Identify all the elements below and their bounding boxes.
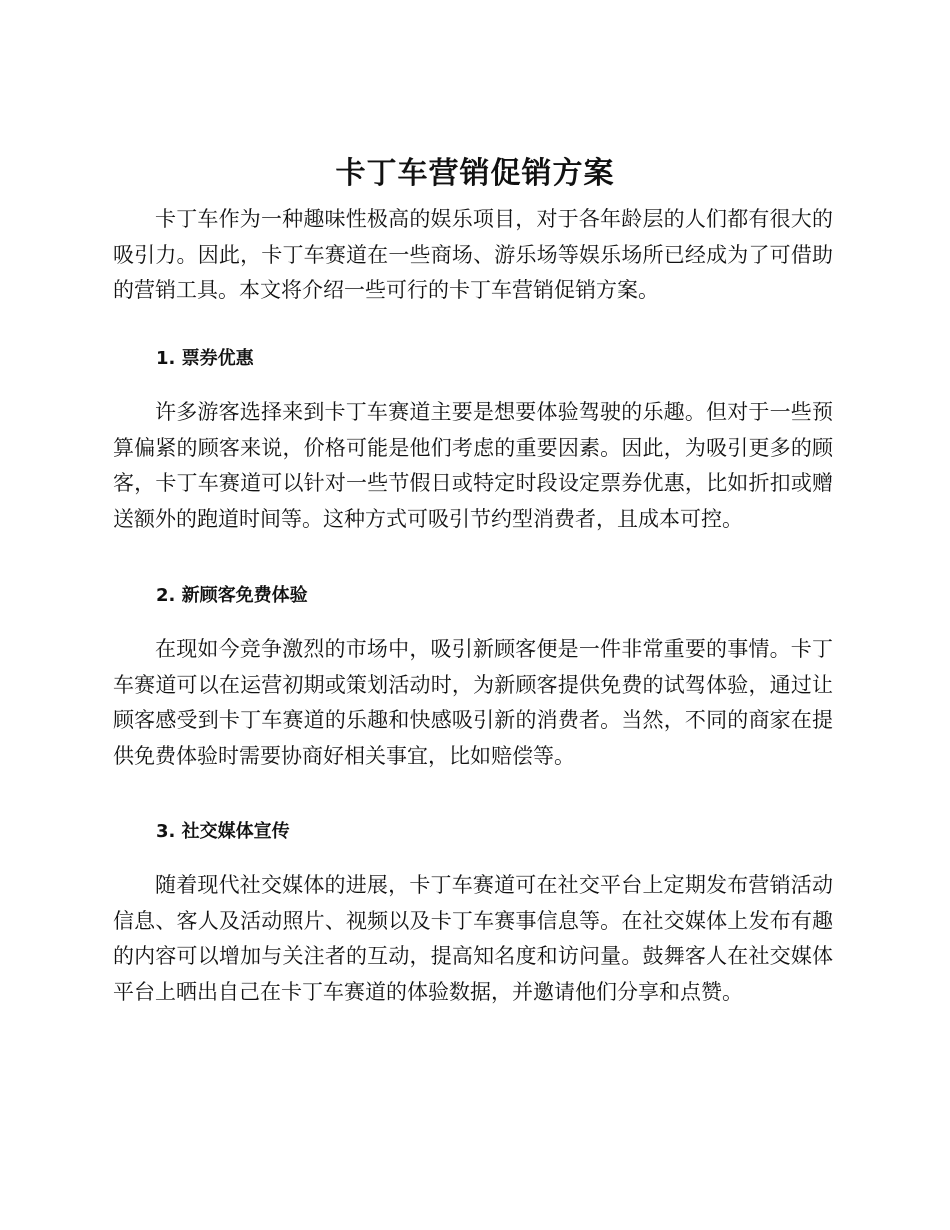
section-body-free-trial: 在现如今竞争激烈的市场中，吸引新顾客便是一件非常重要的事情。卡丁车赛道可以在运营初期或策划活动时，为新顾客提供免费的试驾体验，通过让顾客感受到卡丁车赛道的乐趣和快感吸引新的消费者。当然，不同的商家在提供免费体验时需要协商好相关事宜，比如赔偿等。 (113, 637, 833, 768)
section-body-social-media: 随着现代社交媒体的进展，卡丁车赛道可在社交平台上定期发布营销活动信息、客人及活动照片、视频以及卡丁车赛事信息等。在社交媒体上发布有趣的内容可以增加与关注者的互动，提高知名度和访问量。鼓舞客人在社交媒体平台上晒出自己在卡丁车赛道的体验数据，并邀请他们分享和点赞。 (113, 873, 833, 1004)
section-heading-ticket-discount: 1. 票券优惠 (156, 348, 254, 369)
intro-paragraph: 卡丁车作为一种趣味性极高的娱乐项目，对于各年龄层的人们都有很大的吸引力。因此，卡丁车赛道在一些商场、游乐场等娱乐场所已经成为了可借助的营销工具。本文将介绍一些可行的卡丁车营销促销方案。 (113, 207, 833, 302)
section-body-ticket-discount: 许多游客选择来到卡丁车赛道主要是想要体验驾驶的乐趣。但对于一些预算偏紧的顾客来说，价格可能是他们考虑的重要因素。因此，为吸引更多的顾客，卡丁车赛道可以针对一些节假日或特定时段设定票券优惠，比如折扣或赠送额外的跑道时间等。这种方式可吸引节约型消费者，且成本可控。 (113, 400, 833, 531)
document-title: 卡丁车营销促销方案 (335, 156, 615, 191)
section-heading-social-media: 3. 社交媒体宣传 (156, 821, 290, 842)
section-heading-free-trial: 2. 新顾客免费体验 (156, 585, 308, 606)
